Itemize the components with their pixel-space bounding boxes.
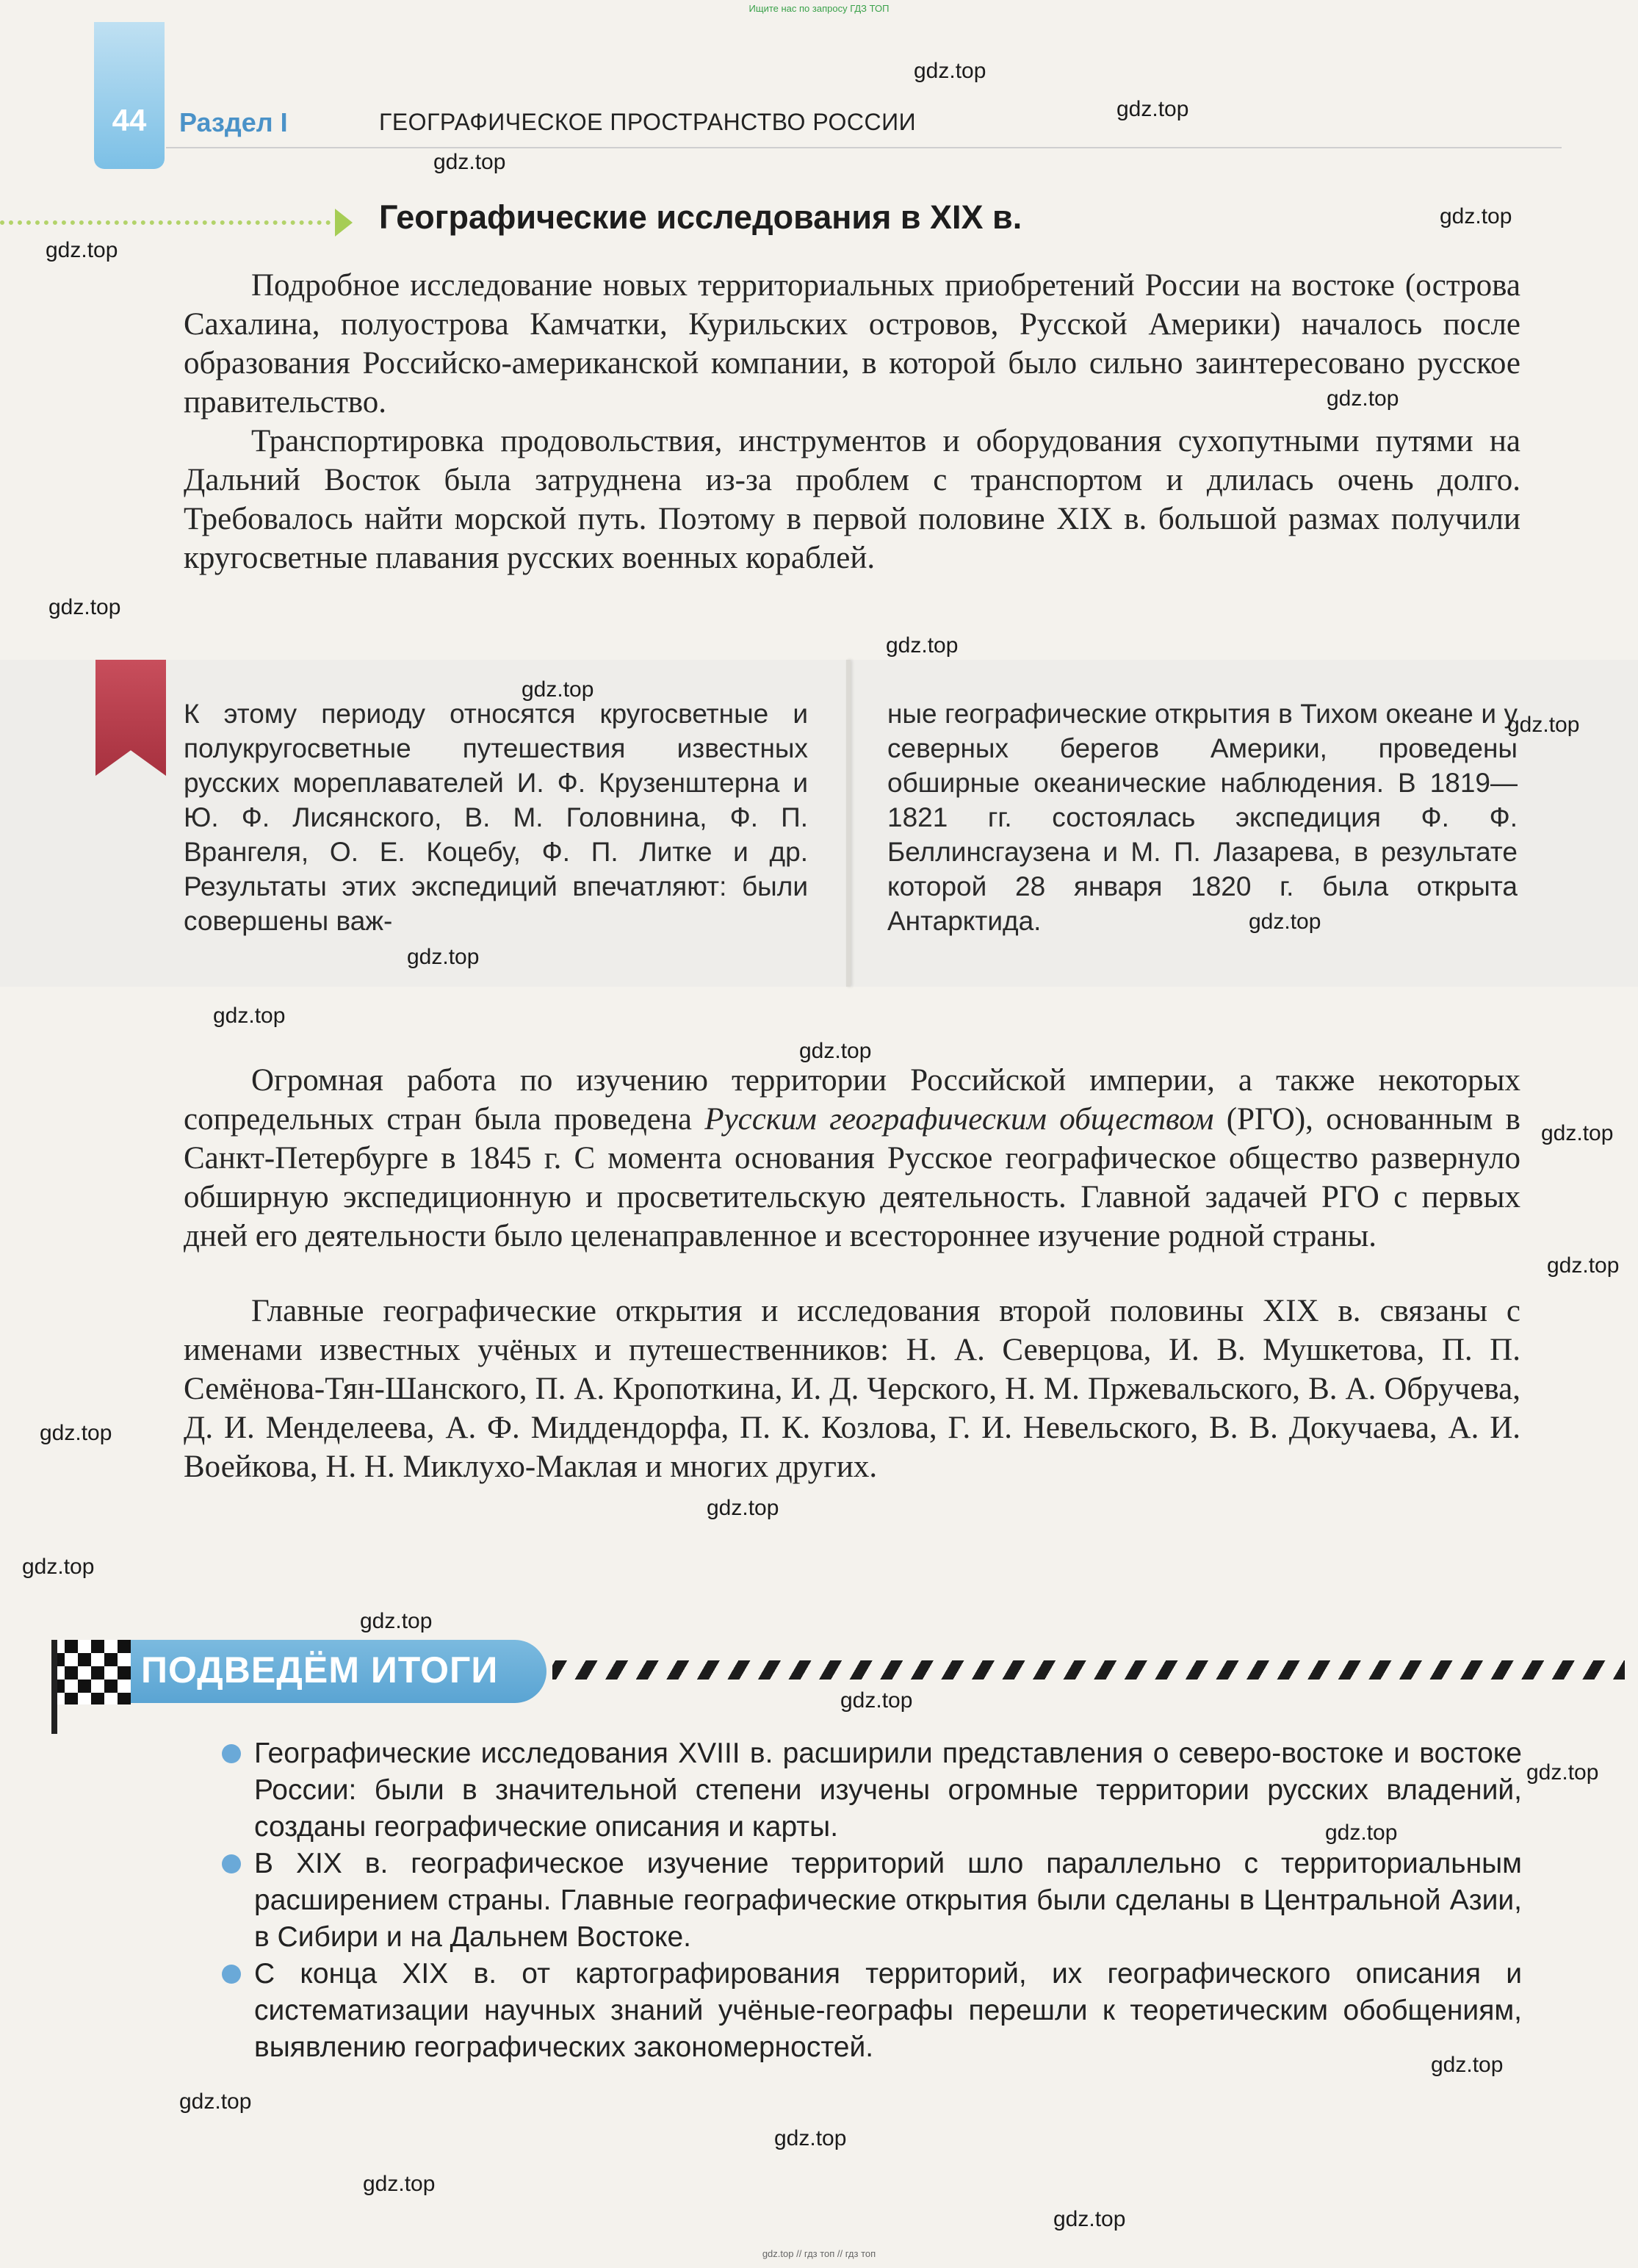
watermark: gdz.top xyxy=(213,1004,286,1028)
watermark: gdz.top xyxy=(46,238,118,262)
callout-right-text: ные географические открытия в Тихом океане и у северных берегов Америки, проведены обширные океанические наблюдения. В 1819—1821 гг. состоялась экспедиция Ф. Ф. Беллинсгаузена и М. П. Лазарева, в результате которой 28 января 1820 г. была открыта Антарктида. xyxy=(887,699,1518,936)
watermark: gdz.top xyxy=(799,1039,872,1063)
watermark: gdz.top xyxy=(1547,1253,1620,1278)
page-heading: Географические исследования в XIX в. xyxy=(379,198,1022,236)
bullet-icon xyxy=(222,1744,241,1763)
paragraph-2: Транспортировка продовольствия, инструментов и оборудования сухопутными путями на Дальний Восток была затруднена из-за проблем с транспортом и длилась очень долго. Требовалось найти морской путь. Поэтому в первой половине XIX в. большой размах получили кругосветные плавания русских военных кораблей. xyxy=(184,424,1520,575)
watermark: gdz.top xyxy=(1526,1760,1599,1785)
heading-arrow-icon xyxy=(335,209,353,237)
checkered-flag-icon xyxy=(51,1640,131,1704)
watermark: gdz.top xyxy=(40,1421,112,1445)
callout-left-text: К этому периоду относятся кругосветные и полукругосветные путешествия известных русских мореплавателей И. Ф. Крузенштерна и Ю. Ф. Лисянского, В. М. Головнина, Ф. П. Врангеля, О. Е. Коцебу, Ф. П. Литке и др. Результаты этих экспедиций впечатляют: были совершены важ- xyxy=(184,699,808,936)
section-label: Раздел I xyxy=(179,107,288,137)
watermark: gdz.top xyxy=(363,2172,436,2196)
bullet-icon xyxy=(222,1854,241,1873)
watermark: gdz.top xyxy=(360,1609,433,1633)
callout-fold xyxy=(846,660,851,987)
watermark: gdz.top xyxy=(1507,713,1580,737)
watermark: gdz.top xyxy=(707,1496,779,1520)
watermark: gdz.top xyxy=(433,150,506,174)
top-search-note: Ищите нас по запросу ГДЗ ТОП xyxy=(748,3,890,14)
watermark: gdz.top xyxy=(22,1555,95,1579)
watermark: gdz.top xyxy=(1327,386,1399,411)
watermark: gdz.top xyxy=(48,595,121,619)
paragraph-3-end: (РГО), основанным в Санкт-Петербурге в 1845 г. С момента основания Русское географическое общество развернуло обширную экспедиционную и просветительскую деятельность. Главной задачей РГО с первых дней его деятельности было целенаправленное и всестороннее изучение родной страны. xyxy=(184,1102,1520,1253)
page-number: 44 xyxy=(112,103,147,137)
page-tab xyxy=(94,22,165,169)
watermark: gdz.top xyxy=(407,945,480,969)
watermark: gdz.top xyxy=(179,2089,252,2114)
bottom-note: gdz.top // гдз топ // гдз топ xyxy=(762,2248,876,2259)
watermark: gdz.top xyxy=(886,633,959,658)
watermark: gdz.top xyxy=(1325,1821,1398,1845)
summary-bullet-text: С конца XIX в. от картографирования территорий, их географического описания и систематизации научных знаний учёные-географы перешли к теоретическим обобщениям, выявлению географических закономерностей. xyxy=(254,1958,1522,2063)
summary-dashed-rule xyxy=(552,1660,1625,1680)
watermark: gdz.top xyxy=(840,1688,913,1713)
watermark: gdz.top xyxy=(774,2126,847,2150)
heading-dotted-leader xyxy=(0,220,331,225)
flag-pole xyxy=(51,1640,57,1734)
watermark: gdz.top xyxy=(1116,97,1189,121)
summary-bullet-text: Географические исследования XVIII в. расширили представления о северо-востоке и востоке России: были в значительной степени изучены огромные территории русских владений, созданы географические описания и карты. xyxy=(254,1738,1522,1843)
summary-title: ПОДВЕДЁМ ИТОГИ xyxy=(141,1649,499,1691)
paragraph-3-start: Огромная работа по изучению территории Российской империи, а также некоторых сопредельных стран была проведена xyxy=(184,1063,1520,1137)
section-title: ГЕОГРАФИЧЕСКОЕ ПРОСТРАНСТВО РОССИИ xyxy=(379,109,917,135)
watermark: gdz.top xyxy=(1431,2053,1504,2077)
watermark: gdz.top xyxy=(1440,204,1512,228)
watermark: gdz.top xyxy=(1249,910,1321,934)
header-divider xyxy=(166,147,1562,148)
rgo-term: Русским географическим обществом xyxy=(704,1102,1214,1137)
watermark: gdz.top xyxy=(914,59,986,83)
paragraph-4: Главные географические открытия и исследования второй половины XIX в. связаны с именами известных учёных и путешественников: Н. А. Северцова, И. В. Мушкетова, П. П. Семёнова-Тян-Шанского, П. А. Кропоткина, И. Д. Черского, Н. М. Пржевальского, В. А. Обручева, Д. И. Менделеева, А. Ф. Миддендорфа, П. К. Козлова, Г. И. Невельского, В. В. Докучаева, А. И. Воейкова, Н. Н. Миклухо-Маклая и многих других. xyxy=(184,1294,1520,1484)
summary-bullet xyxy=(254,1956,1522,2066)
summary-bullet xyxy=(254,1846,1522,1956)
watermark: gdz.top xyxy=(1053,2207,1126,2231)
bullet-icon xyxy=(222,1965,241,1984)
summary-bullet-text: В XIX в. географическое изучение территорий шло параллельно с территориальным расширением страны. Главные географические открытия были сделаны в Центральной Азии, в Сибири и на Дальнем Востоке. xyxy=(254,1848,1522,1953)
paragraph-3 xyxy=(184,1061,1520,1256)
watermark: gdz.top xyxy=(522,677,594,702)
paragraph-1: Подробное исследование новых территориальных приобретений России на востоке (острова Сахалина, полуострова Камчатки, Курильских островов, Русской Америки) началось после образования Российско-американской компании, в которой было сильно заинтересовано русское правительство. xyxy=(184,268,1520,420)
watermark: gdz.top xyxy=(1541,1121,1614,1145)
